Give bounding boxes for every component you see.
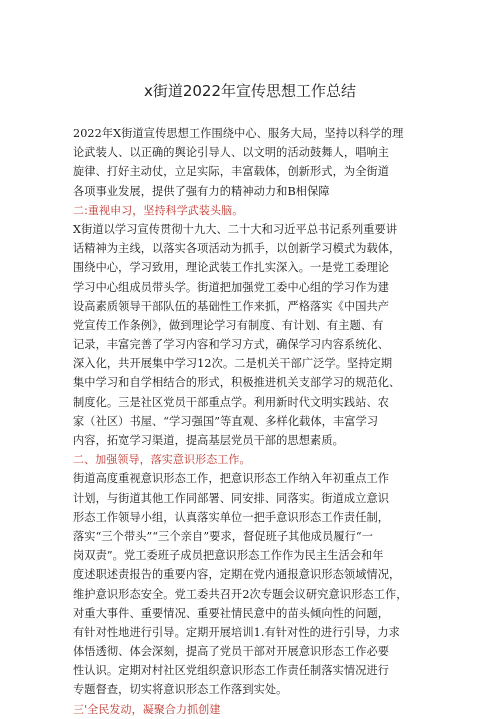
paragraph-line: 有针对性地进行引导。定期开展培训1.有针对性的进行引导，力求 xyxy=(73,625,400,639)
paragraph-line: 度述职述责报告的重要内容，定期在党内通报意识形态领域情况， xyxy=(73,568,401,582)
paragraph-line: 体悟透彻、体会深刻，提高了党员干部对开展意识形态工作必要 xyxy=(73,645,390,659)
section-heading: 二:重视申习，坚持科学武装头脑。 xyxy=(73,203,244,217)
paragraph-line: 街道高度重视意识形态工作，把意识形态工作纳入年初重点工作 xyxy=(73,472,390,486)
section-heading: 三'全民发动，凝聚合力抓创建 xyxy=(73,702,221,716)
paragraph-line: 制度化。三是社区党员干部重点学。利用新时代文明实践站、农 xyxy=(73,395,390,409)
paragraph-line: 各项事业发展，提供了强有力的精神动力和B相保障 xyxy=(73,184,330,198)
paragraph-line: 性认识。定期对村社区党组织意识形态工作责任制落实情况进行 xyxy=(73,664,390,678)
paragraph-line: 深入化，共开展集中学习12次。二是机关干部广泛学。坚持定期 xyxy=(73,357,393,371)
paragraph-line: 内容，拓宽学习渠道，提高基层党员干部的思想素质。 xyxy=(73,434,344,447)
paragraph-line: 记录，丰富完善了学习内容和学习方式，确保学习内容系统化、 xyxy=(73,338,390,352)
paragraph-line: 学习中心组成员带头学。街道把加强党工委中心组的学习作为建 xyxy=(73,280,390,294)
paragraph-line: 对重大事件、重要情况、重要社情民意中的苗头倾向性的问题， xyxy=(73,606,390,620)
paragraph-line: 话精神为主线，以落实各项活动为抓手，以创新学习模式为载体， xyxy=(73,242,401,256)
paragraph-line: 集中学习和自学相结合的形式，积极推进机关支部学习的规范化、 xyxy=(73,376,401,390)
paragraph-line: X街道以学习宣传贯彻十九大、二十大和习近平总书记系列重要讲 xyxy=(73,222,398,236)
paragraph-line: 围绕中心，学习致用，理论武装工作扎实深入。一是党工委理论 xyxy=(73,261,390,275)
paragraph-line: 形态工作领导小组，认真落实单位一把手意识形态工作责任制， xyxy=(73,510,390,524)
paragraph-line: 设高素质领导干部队伍的基础性工作来抓，严格落实《中国共产 xyxy=(73,299,390,313)
paragraph-line: 2022年X街道宣传思想工作围绕中心、服务大局，坚持以科学的理 xyxy=(73,127,404,140)
paragraph-line: 计划，与街道其他工作同部署、同安排、同落实。街道成立意识 xyxy=(73,491,390,505)
paragraph-line: 论武装人、以正确的舆论引导人、以文明的活动鼓舞人，唱响主 xyxy=(73,146,390,160)
section-heading: 二、加强领导，落实意识形态工作。 xyxy=(73,453,251,467)
paragraph-line: 专题督查，切实将意识形态工作落到实处。 xyxy=(73,683,288,697)
paragraph-line: 旋律、打好主动仗，立足实际，丰富载体，创新形式，为全街道 xyxy=(73,165,390,179)
paragraph-line: 岗双责”。党工委班子成员把意识形态工作作为民主生活会和年 xyxy=(73,549,384,563)
paragraph-line: 维护意识形态安全。党工委共召开2次专题会议研究意识形态工作， xyxy=(73,587,408,601)
paragraph-line: 落实“三个带头”“三个亲自”要求，督促班子其他成员履行“一 xyxy=(73,529,373,543)
paragraph-line: 家（社区）书屋、“学习强国”等直观、多样化载体，丰富学习 xyxy=(73,414,379,428)
paragraph-line: 党宣传工作条例》，做到理论学习有制度、有计划、有主题、有 xyxy=(73,318,384,332)
document-title: x街道2022年宣传思想工作总结 xyxy=(143,82,357,100)
document-body xyxy=(73,124,429,719)
